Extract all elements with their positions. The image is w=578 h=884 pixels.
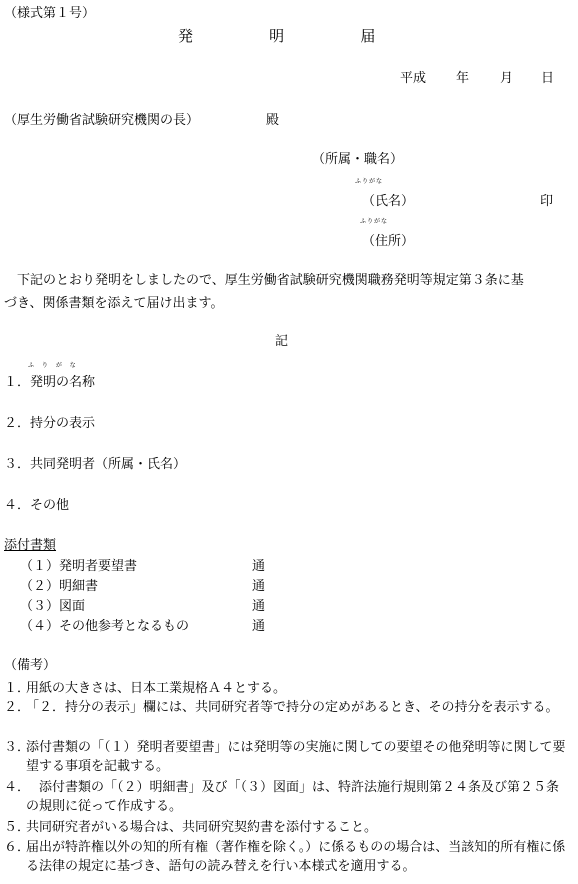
remark-text: 共同研究者がいる場合は、共同研究契約書を添付すること。 <box>26 820 378 835</box>
date-year: 年 <box>456 71 470 86</box>
date-month: 月 <box>500 71 514 86</box>
remark-text: 添付書類の「（１）発明者要望書」には発明等の実施に関しての要望その他発明等に関して要望する事項を記載する。 <box>26 740 566 774</box>
item-name-ruby: ふ り が な <box>28 362 79 369</box>
attachment-item-2: （２）明細書 <box>20 579 99 594</box>
addressee-name: （厚生労働省試験研究機関の長） <box>4 113 200 128</box>
remark-number: ６． <box>4 840 31 855</box>
attachment-unit-1: 通 <box>252 559 266 574</box>
document-title <box>178 28 375 46</box>
item-invention-name: １．発明の名称 <box>4 375 96 390</box>
applicant-address: （住所） <box>362 234 415 249</box>
remark-text: 届出が特許権以外の知的所有権（著作権を除く。）に係るものの場合は、当該知的所有権に係る法律の規定に基づき、語句の読み替えを行い本様式を適用する。 <box>26 840 566 874</box>
remarks-heading: （備考） <box>4 658 57 673</box>
remark-note-2 <box>4 698 570 717</box>
remark-number: １． <box>4 681 31 696</box>
remark-number: ２． <box>4 700 31 715</box>
remark-note-4 <box>4 778 570 816</box>
title-char-1: 発 <box>178 27 194 45</box>
date-day: 日 <box>541 71 555 86</box>
remark-note-5 <box>4 818 570 837</box>
addressee-honorific: 殿 <box>266 113 280 128</box>
item-co-inventors: ３．共同発明者（所属・氏名） <box>4 457 187 472</box>
attachment-unit-3: 通 <box>252 599 266 614</box>
form-number: （様式第１号） <box>4 6 96 21</box>
seal-mark: 印 <box>540 194 554 209</box>
attachments-heading: 添付書類 <box>4 538 57 553</box>
remark-note-3 <box>4 738 570 776</box>
attachment-unit-2: 通 <box>252 579 266 594</box>
remark-note-6 <box>4 838 570 876</box>
title-char-3: 届 <box>360 27 376 45</box>
attachment-item-1: （１）発明者要望書 <box>20 559 138 574</box>
remark-number: ４． <box>4 780 31 795</box>
attachment-item-4: （４）その他参考となるもの <box>20 619 190 634</box>
ki-heading: 記 <box>275 334 289 349</box>
attachment-unit-4: 通 <box>252 619 266 634</box>
intro-line-1: 下記のとおり発明をしましたので、厚生労働省試験研究機関職務発明等規定第３条に基 <box>4 273 524 288</box>
applicant-address-ruby: ふりがな <box>360 218 389 225</box>
item-other: ４．その他 <box>4 498 70 513</box>
remark-note-1 <box>4 679 570 698</box>
remark-text: 「２．持分の表示」欄には、共同研究者等で持分の定めがあるとき、その持分を表示する。 <box>26 700 559 715</box>
item-share: ２．持分の表示 <box>4 416 96 431</box>
remark-text: 添付書類の「（２）明細書」及び「（３）図面」は、特許法施行規則第２４条及び第２５条の規則に従って作成する。 <box>26 780 560 814</box>
applicant-affiliation: （所属・職名） <box>312 152 404 167</box>
remark-number: ３． <box>4 740 31 755</box>
remark-number: ５． <box>4 820 31 835</box>
remark-text: 用紙の大きさは、日本工業規格Ａ４とする。 <box>26 681 287 696</box>
applicant-name-ruby: ふりがな <box>355 178 384 185</box>
applicant-name: （氏名） <box>362 194 415 209</box>
attachment-item-3: （３）図面 <box>20 599 86 614</box>
title-char-2: 明 <box>269 27 285 45</box>
intro-line-2: づき、関係書類を添えて届け出ます。 <box>4 296 224 311</box>
date-era: 平成 <box>400 71 427 86</box>
